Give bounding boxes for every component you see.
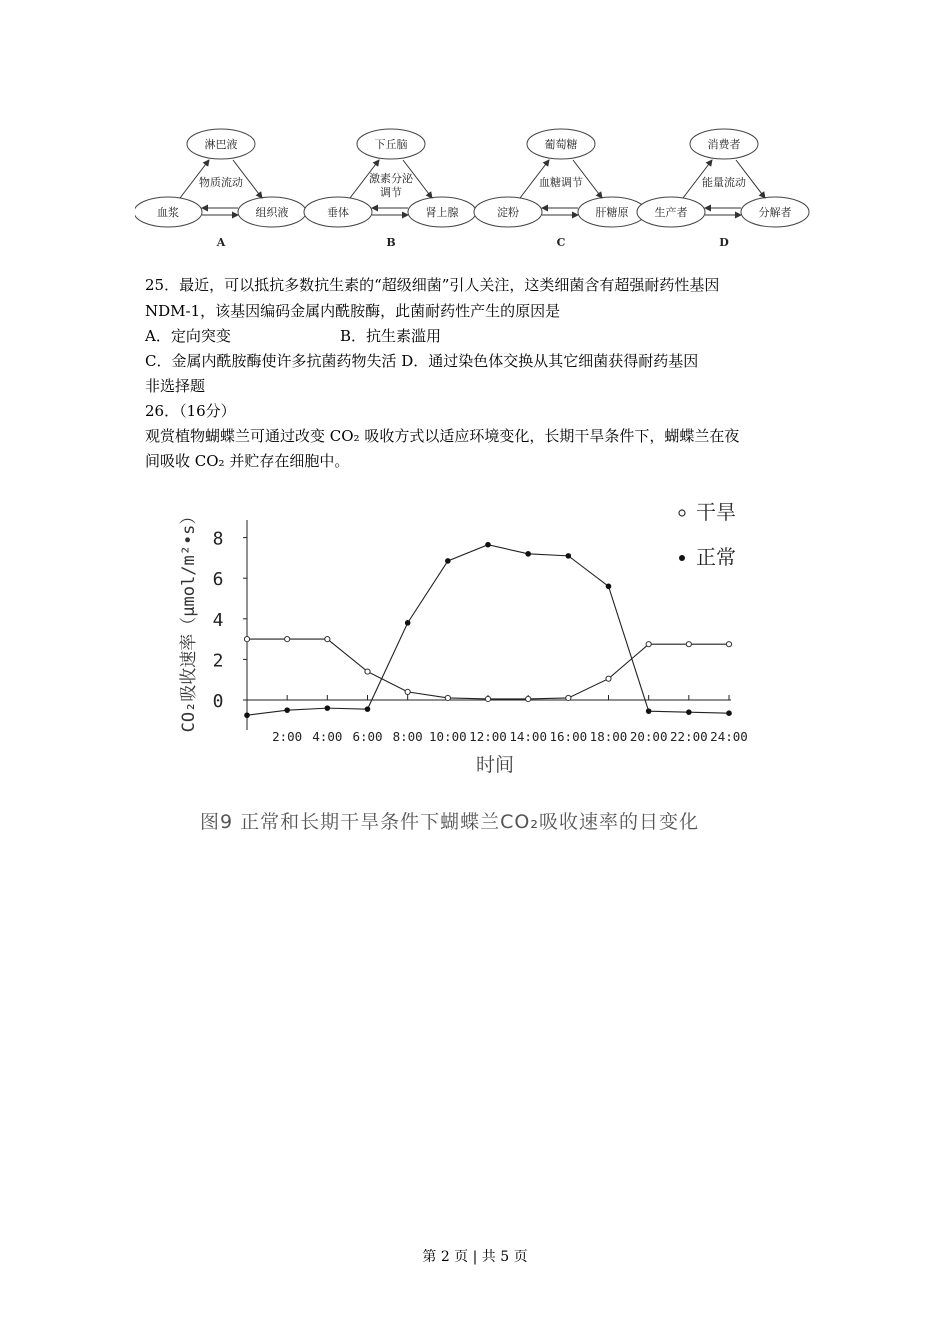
data-point-normal (284, 707, 290, 713)
diagram-c (474, 129, 646, 249)
diagram-letter: D (719, 236, 729, 249)
x-tick-label: 6:00 (352, 729, 383, 744)
q25-line1: 25．最近，可以抵抗多数抗生素的“超级细菌”引人关注，这类细菌含有超强耐药性基因 (145, 276, 720, 294)
data-point-drought (325, 637, 330, 642)
x-tick-label: 10:00 (429, 729, 467, 744)
co2-absorption-chart (140, 475, 800, 785)
figure-caption: 图9 正常和长期干旱条件下蝴蝶兰CO₂吸收速率的日变化 (200, 811, 699, 833)
concept-diagrams-svg (135, 120, 815, 255)
diagram-center-label: 调节 (380, 186, 402, 199)
data-point-drought (646, 642, 651, 647)
diagram-node-label: 葡萄糖 (544, 138, 578, 151)
diagram-node-label: 下丘脑 (374, 138, 408, 151)
diagram-center-label: 能量流动 (702, 176, 746, 189)
data-point-drought (686, 642, 691, 647)
x-tick-label: 12:00 (469, 729, 507, 744)
data-point-drought (244, 637, 249, 642)
diagram-node-label: 垂体 (327, 206, 349, 219)
legend-marker-normal (679, 555, 685, 561)
section-label: 非选择题 (145, 377, 206, 395)
concept-diagrams (135, 120, 815, 255)
x-tick-label: 16:00 (549, 729, 588, 744)
data-point-normal (485, 542, 491, 548)
y-tick-label: 8 (212, 528, 224, 550)
x-tick-label: 4:00 (312, 729, 343, 744)
x-tick-label: 22:00 (670, 729, 708, 744)
data-point-normal (726, 710, 732, 716)
data-point-drought (445, 695, 450, 700)
legend-label-normal: 正常 (696, 545, 736, 569)
legend (679, 500, 736, 569)
x-tick-label: 18:00 (589, 729, 628, 744)
y-tick-label: 2 (212, 650, 224, 672)
y-axis-label: CO₂吸收速率（μmol/m²•s） (179, 507, 199, 733)
diagram-node-label: 生产者 (654, 206, 688, 219)
x-tick-label: 8:00 (392, 729, 423, 744)
y-tick-label: 6 (212, 569, 224, 591)
x-tick-label: 24:00 (710, 729, 748, 744)
q26-line1: 观赏植物蝴蝶兰可通过改变 CO₂ 吸收方式以适应环境变化，长期干旱条件下，蝴蝶兰在夜 (145, 427, 740, 445)
diagram-node-label: 分解者 (758, 206, 792, 219)
y-tick-label: 0 (212, 691, 224, 712)
data-point-drought (285, 637, 290, 642)
x-tick-label: 2:00 (272, 729, 303, 744)
y-tick-label: 4 (212, 609, 224, 631)
diagram-node-label: 消费者 (707, 138, 741, 151)
diagram-center-label: 物质流动 (199, 176, 243, 189)
diagram-center-label: 血糖调节 (539, 176, 583, 189)
data-point-normal (244, 712, 250, 718)
x-tick-label: 20:00 (629, 729, 668, 744)
data-point-normal (445, 558, 451, 564)
diagram-b (304, 129, 476, 249)
legend-label-drought: 干旱 (696, 500, 736, 524)
series-line-normal (247, 545, 729, 716)
data-point-normal (686, 709, 692, 715)
x-axis-label: 时间 (475, 754, 515, 776)
x-tick-label: 14:00 (509, 729, 547, 744)
data-point-normal (566, 553, 572, 559)
diagram-a (135, 129, 306, 249)
diagram-letter: C (556, 236, 566, 249)
data-point-drought (606, 676, 611, 681)
page-footer: 第 2 页 | 共 5 页 (422, 1249, 528, 1265)
data-point-normal (405, 620, 411, 626)
diagram-node-label: 血浆 (157, 206, 179, 219)
q25-option-b: B．抗生素滥用 (340, 327, 442, 345)
q25-line2: NDM-1，该基因编码金属内酰胺酶，此菌耐药性产生的原因是 (145, 302, 561, 320)
legend-marker-drought (679, 510, 685, 516)
diagram-node-label: 肝糖原 (595, 206, 629, 219)
diagram-letter: A (216, 236, 226, 249)
diagram-node-label: 淋巴液 (204, 138, 238, 151)
diagram-node-label: 组织液 (255, 206, 289, 219)
data-point-normal (525, 551, 531, 557)
q25-option-c-d: C．金属内酰胺酶使许多抗菌药物失活 D．通过染色体交换从其它细菌获得耐药基因 (145, 352, 699, 370)
diagram-d (637, 129, 809, 249)
diagram-node-label: 肾上腺 (425, 206, 459, 219)
data-point-normal (325, 705, 331, 711)
data-point-drought (405, 689, 410, 694)
data-point-drought (566, 695, 571, 700)
data-point-drought (526, 696, 531, 701)
data-point-normal (606, 584, 612, 590)
diagram-node-label: 淀粉 (497, 206, 519, 219)
q26-line2: 间吸收 CO₂ 并贮存在细胞中。 (145, 452, 350, 470)
diagram-center-label: 激素分泌 (369, 172, 413, 185)
q26-header: 26．（16分） (145, 402, 236, 420)
data-point-drought (365, 669, 370, 674)
data-point-normal (365, 706, 371, 712)
data-point-normal (646, 708, 652, 714)
data-point-drought (485, 696, 490, 701)
data-point-drought (726, 642, 731, 647)
diagram-letter: B (386, 236, 396, 249)
series-line-drought (247, 639, 729, 699)
q25-option-a: A．定向突变 (145, 327, 231, 345)
